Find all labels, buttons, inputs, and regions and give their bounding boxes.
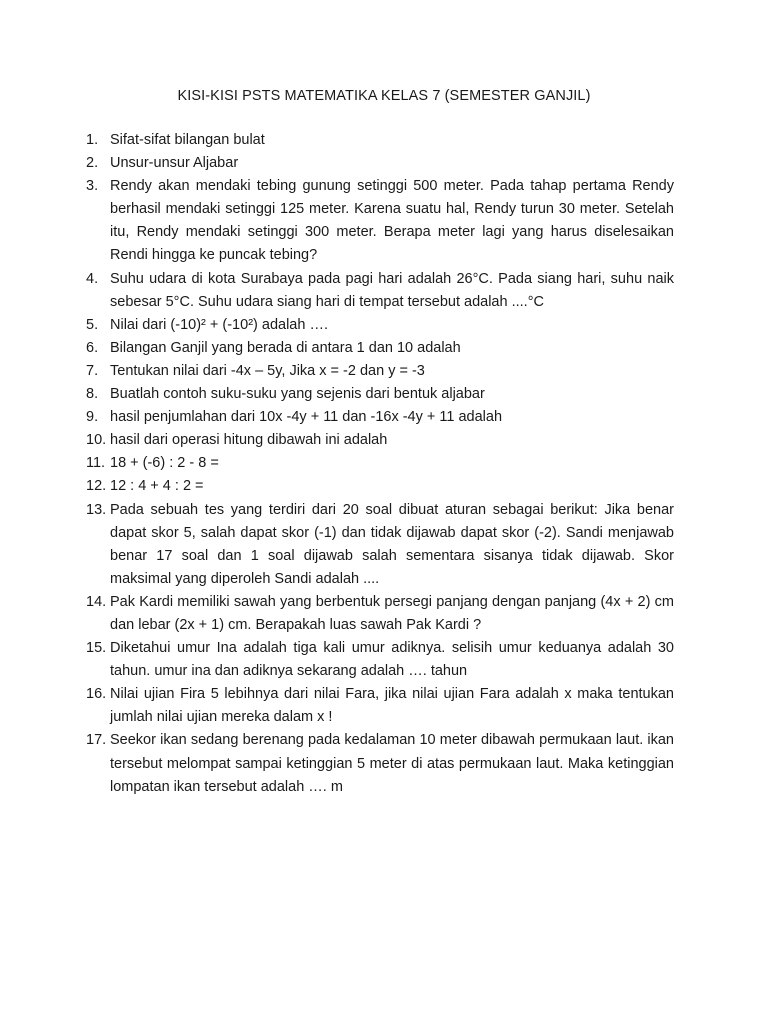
question-item — [86, 729, 674, 798]
question-item — [86, 314, 674, 337]
question-item — [86, 475, 674, 498]
question-item — [86, 429, 674, 452]
question-text: 12 : 4 + 4 : 2 = — [110, 478, 204, 495]
question-text: Suhu udara di kota Surabaya pada pagi hari adalah 26°C. Pada siang hari, suhu naik sebesar 5°C. Suhu udara siang hari di tempat tersebut adalah ....°C — [110, 270, 674, 310]
question-number: 1. — [86, 132, 99, 148]
question-number: 8. — [86, 386, 99, 403]
question-text: Sifat-sifat bilangan bulat — [110, 132, 265, 148]
question-text: Diketahui umur Ina adalah tiga kali umur adiknya. selisih umur keduanya adalah 30 tahun. umur ina dan adiknya sekarang adalah …. tahun — [110, 640, 674, 680]
question-item — [86, 591, 674, 637]
question-number: 17. — [86, 732, 107, 749]
question-list — [86, 129, 674, 799]
question-number: 4. — [86, 270, 99, 287]
question-text: Nilai ujian Fira 5 lebihnya dari nilai Fara, jika nilai ujian Fara adalah x maka tentukan jumlah nilai ujian mereka dalam x ! — [110, 686, 674, 726]
question-text: Tentukan nilai dari -4x – 5y, Jika x = -2 dan y = -3 — [110, 362, 425, 379]
question-text: Buatlah contoh suku-suku yang sejenis dari bentuk aljabar — [110, 386, 485, 403]
question-number: 16. — [86, 686, 107, 703]
question-text: Seekor ikan sedang berenang pada kedalaman 10 meter dibawah permukaan laut. ikan tersebut melompat sampai ketinggian 5 meter di atas permukaan laut. Maka ketinggian lompatan ikan tersebut adalah …. m — [110, 732, 674, 795]
question-text: hasil dari operasi hitung dibawah ini adalah — [110, 432, 388, 449]
question-number: 14. — [86, 593, 107, 610]
question-text: hasil penjumlahan dari 10x -4y + 11 dan -16x -4y + 11 adalah — [110, 409, 503, 426]
question-number: 3. — [86, 178, 99, 195]
question-number: 10. — [86, 432, 107, 449]
question-number: 7. — [86, 362, 99, 379]
question-number: 9. — [86, 409, 99, 426]
question-item — [86, 268, 674, 314]
document-title: KISI-KISI PSTS MATEMATIKA KELAS 7 (SEMESTER GANJIL) — [177, 88, 591, 104]
question-text: Bilangan Ganjil yang berada di antara 1 dan 10 adalah — [110, 339, 461, 356]
question-item — [86, 637, 674, 683]
question-number: 13. — [86, 501, 107, 518]
question-text: Rendy akan mendaki tebing gunung setinggi 500 meter. Pada tahap pertama Rendy berhasil mendaki setinggi 125 meter. Karena suatu hal, Rendy turun 30 meter. Setelah itu, Rendy mendaki setinggi 300 meter. Berapa meter lagi yang harus diselesaikan Rendi hingga ke puncak tebing? — [110, 178, 674, 264]
question-item — [86, 337, 674, 360]
question-number: 5. — [86, 316, 99, 333]
question-number: 12. — [86, 478, 107, 495]
question-item — [86, 152, 674, 175]
question-number: 2. — [86, 155, 99, 172]
question-text: Unsur-unsur Aljabar — [110, 155, 239, 172]
question-item — [86, 683, 674, 729]
question-text: Pak Kardi memiliki sawah yang berbentuk persegi panjang dengan panjang (4x + 2) cm dan lebar (2x + 1) cm. Berapakah luas sawah Pak Kardi ? — [110, 593, 674, 633]
question-number: 15. — [86, 640, 107, 657]
question-item — [86, 383, 674, 406]
question-number: 11. — [86, 455, 106, 472]
question-item — [86, 175, 674, 267]
question-text: 18 + (-6) : 2 - 8 = — [110, 455, 219, 472]
question-item — [86, 406, 674, 429]
question-text: Pada sebuah tes yang terdiri dari 20 soal dibuat aturan sebagai berikut: Jika benar dapat skor 5, salah dapat skor (-1) dan tidak dijawab dapat skor (-2). Sandi menjawab benar 17 soal dan 1 soal dijawab salah sementara sisanya tidak dijawab. Skor maksimal yang diperoleh Sandi adalah .... — [110, 501, 674, 587]
question-item — [86, 129, 674, 152]
question-item — [86, 452, 674, 475]
question-item — [86, 360, 674, 383]
question-text: Nilai dari (-10)² + (-10²) adalah …. — [110, 316, 328, 333]
question-number: 6. — [86, 339, 99, 356]
question-item — [86, 499, 674, 591]
